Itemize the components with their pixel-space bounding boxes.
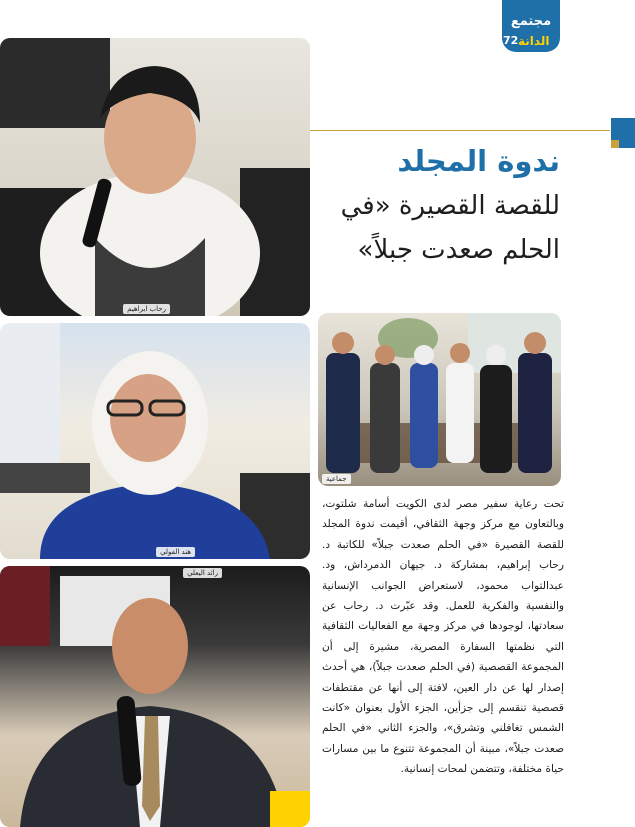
photo-speaker-raed-illustration <box>0 566 310 827</box>
article-body: تحت رعاية سفير مصر لدى الكويت أسامة شلتوت، وبالتعاون مع مركز وجهة الثقافي، أقيمت ندوة المجلد للقصة القصيرة «في الحلم صعدت جبلاً» للكاتبة د. رحاب إبراهيم، بمشاركة د. جيهان الدمرداش، ود. عبدالتواب محمود، لاستعراض الجوانب الإنسانية والنفسية والفكرية للعمل. وقد عبّرت د. رحاب عن سعادتها، لوجودها في مركز وجهة مع الفعاليات الثقافية التي نظمتها السفارة المصرية، مشيرة إلى أن المجموعة القصصية (في الحلم صعدت جبلاً)، هي أحدث إصدار لها عن دار العين، لافتة إلى أنها عن مقتطفات قصصية تنقسم إلى جزأين، الجزء الأول بعنوان «كانت الشمس تغافلني وتشرق»، والجزء الثاني «في الحلم صعدت جبلاً»، مبينة أن المجموعة تتنوع ما بين مسارات حياة مختلفة، وتتضمن لمحات إنسانية. <box>322 498 564 776</box>
gold-divider <box>310 130 610 131</box>
page-number: 72 <box>503 34 519 47</box>
photo-caption: جماعية <box>322 474 351 484</box>
photo-group <box>318 313 561 486</box>
photo-speaker-rehab <box>0 38 310 316</box>
photo-caption: رحاب ابراهيم <box>123 304 170 314</box>
photo-speaker-hind <box>0 323 310 559</box>
photo-speaker-raed <box>0 566 310 827</box>
article-title: ندوة المجلد <box>397 144 560 178</box>
photo-caption: هند الفولي <box>156 547 195 557</box>
article-subtitle: للقصة القصيرة «في الحلم صعدت جبلاً» <box>340 191 560 265</box>
section-label: مجتمع <box>510 14 552 29</box>
photo-group-illustration <box>318 313 561 486</box>
photo-caption: رائد اليعلي <box>183 568 222 578</box>
magazine-logo: الدانة <box>518 34 550 48</box>
photo-speaker-rehab-illustration <box>0 38 310 316</box>
photo-speaker-hind-illustration <box>0 323 310 559</box>
section-tab-accent <box>611 140 619 148</box>
